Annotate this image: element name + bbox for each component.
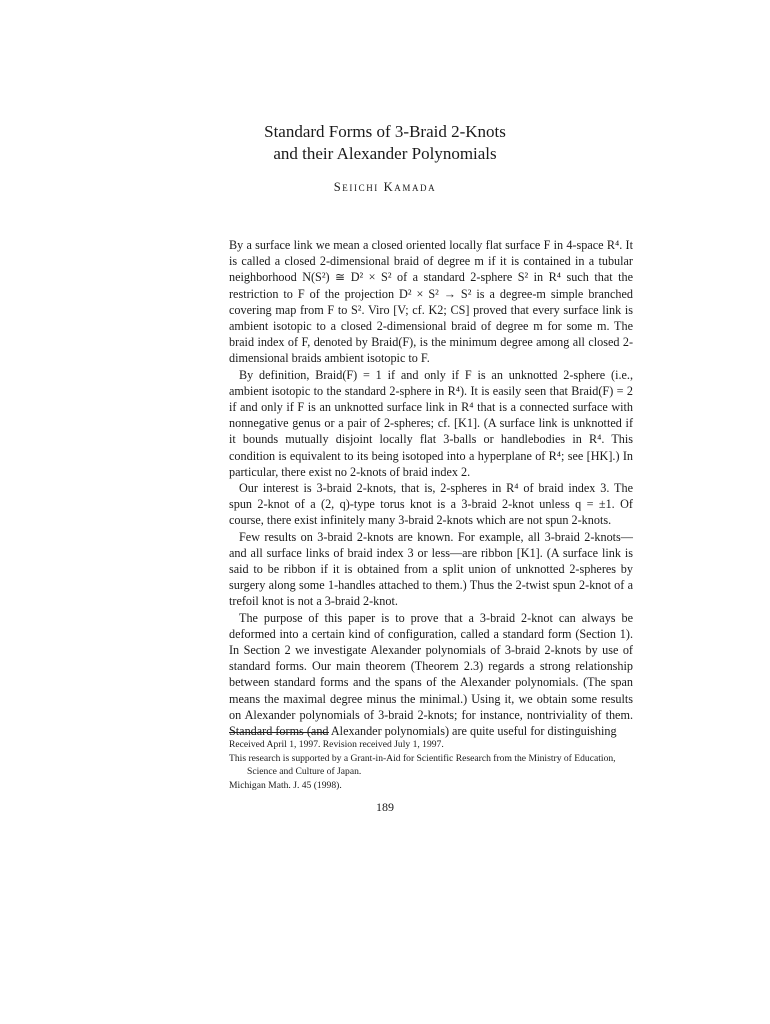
footnote-support-continued: Science and Culture of Japan. <box>247 766 362 778</box>
footnote-support: This research is supported by a Grant-in-Aid for Scientific Research from the Ministry of Education, <box>229 752 616 764</box>
paragraph-5: The purpose of this paper is to prove that a 3-braid 2-knot can always be deformed into a certain kind of configuration, called a standard form (Section 1). In Section 2 we investigate Alexander polynomials of 3-braid 2-knots by use of standard forms. Our main theorem (Theorem 2.3) regards a strong relationship between standard forms and the spans of the Alexander polynomials. (The span means the maximal degree minus the minimal.) Using it, we obtain some results on Alexander polynomials of 3-braid 2-knots; for instance, nontriviality of them. Standard forms (and Alexander polynomials) are quite useful for distinguishing <box>229 610 633 739</box>
paragraph-3: Our interest is 3-braid 2-knots, that is, 2-spheres in R⁴ of braid index 3. The spun 2-knot of a (2, q)-type torus knot is a 3-braid 2-knot unless q = ±1. Of course, there exist infinitely many 3-braid 2-knots which are not spun 2-knots. <box>229 481 633 528</box>
footnote-received: Received April 1, 1997. Revision received July 1, 1997. <box>229 739 444 750</box>
body-text <box>229 237 633 739</box>
paragraph-2: By definition, Braid(F) = 1 if and only if F is an unknotted 2-sphere (i.e., ambient isotopic to the standard 2-sphere in R⁴). It is easily seen that Braid(F) = 2 if and only if F is an unknotted surface link in R⁴ that is a connected surface with nonnegative genus or a pair of 2-spheres; cf. [K1]. (A surface link is unknotted if it bounds mutually disjoint locally flat 3-balls or handlebodies in R⁴. This condition is equivalent to its being isotoped into a hyperplane of R⁴; see [HK].) In particular, there exist no 2-knots of braid index 2. <box>229 367 633 479</box>
footnote-journal: Michigan Math. J. 45 (1998). <box>229 779 342 791</box>
paragraph-1: By a surface link we mean a closed oriented locally flat surface F in 4-space R⁴. It is called a closed 2-dimensional braid of degree m if it is contained in a tubular neighborhood N(S²) ≅ D² × S² of a standard 2-sphere S² in R⁴ such that the restriction to F of the projection D² × S² → S² is a degree-m simple branched covering map from F to S². Viro [V; cf. K2; CS] proved that every surface link is ambient isotopic to a closed 2-dimensional braid of degree m for some m. The braid index of F, denoted by Braid(F), is the minimum degree among all closed 2-dimensional braids ambient isotopic to F. <box>229 238 633 366</box>
footnotes <box>229 738 633 792</box>
page-number: 189 <box>376 800 394 814</box>
paper-title-line-2: and their Alexander Polynomials <box>273 144 497 163</box>
paper-title-line-1: Standard Forms of 3-Braid 2-Knots <box>264 122 506 141</box>
footnote-divider <box>229 732 329 733</box>
author-name: Seiichi Kamada <box>333 180 437 194</box>
paragraph-4: Few results on 3-braid 2-knots are known. For example, all 3-braid 2-knots—and all surface links of braid index 3 or less—are ribbon [K1]. (A surface link is said to be ribbon if it is obtained from a split union of unknotted 2-spheres by surgery along some 1-handles attached to them.) Thus the 2-twist spun 2-knot of a trefoil knot is not a 3-braid 2-knot. <box>229 529 633 609</box>
